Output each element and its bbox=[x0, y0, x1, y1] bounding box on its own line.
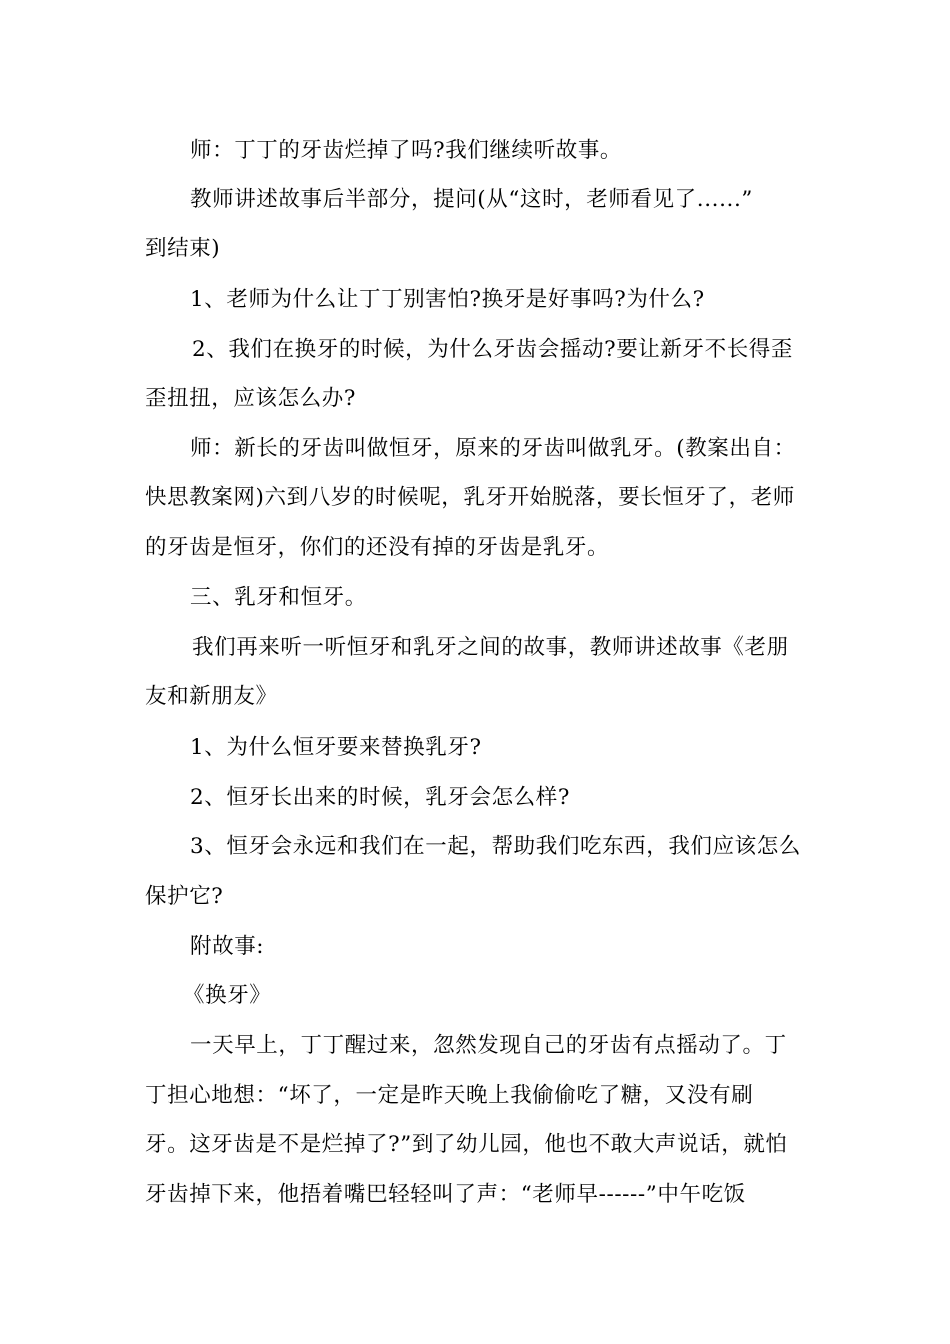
text-line: 2、恒牙长出来的时候，乳牙会怎么样? bbox=[190, 785, 571, 810]
text-line: 1、老师为什么让丁丁别害怕?换牙是好事吗?为什么? bbox=[190, 287, 705, 312]
text-line: 牙。这牙齿是不是烂掉了?”到了幼儿园，他也不敢大声说话，就怕 bbox=[145, 1132, 788, 1157]
text-line: 师：新长的牙齿叫做恒牙，原来的牙齿叫做乳牙。(教案出自： bbox=[190, 436, 796, 461]
text-line: 友和新朋友》 bbox=[145, 684, 278, 709]
story-title: 《换牙》 bbox=[183, 983, 272, 1008]
text-line: 牙齿掉下来，他捂着嘴巴轻轻叫了声：“老师早------”中午吃饭 bbox=[145, 1182, 746, 1207]
text-line: 我们再来听一听恒牙和乳牙之间的故事，教师讲述故事《老朋 bbox=[192, 635, 789, 660]
text-line: 到结束) bbox=[145, 236, 221, 261]
text-line: 歪扭扭，应该怎么办? bbox=[145, 386, 357, 411]
text-line: 教师讲述故事后半部分，提问(从“这时，老师看见了......” bbox=[190, 187, 753, 212]
text-line: 2、我们在换牙的时候，为什么牙齿会摇动?要让新牙不长得歪 bbox=[192, 337, 794, 362]
text-line: 3、恒牙会永远和我们在一起，帮助我们吃东西，我们应该怎么 bbox=[190, 834, 801, 859]
text-line: 快思教案网)六到八岁的时候呢，乳牙开始脱落，要长恒牙了，老师 bbox=[145, 485, 795, 510]
text-line: 一天早上，丁丁醒过来，忽然发现自己的牙齿有点摇动了。丁 bbox=[190, 1033, 787, 1058]
text-line: 1、为什么恒牙要来替换乳牙? bbox=[190, 735, 482, 760]
text-line: 丁担心地想：“坏了，一定是昨天晚上我偷偷吃了糖，又没有刷 bbox=[145, 1083, 754, 1108]
text-line: 附故事: bbox=[190, 934, 265, 959]
text-line: 保护它? bbox=[145, 884, 224, 909]
text-line: 师：丁丁的牙齿烂掉了吗?我们继续听故事。 bbox=[190, 138, 623, 163]
section-heading: 三、乳牙和恒牙。 bbox=[190, 585, 367, 610]
text-line: 的牙齿是恒牙，你们的还没有掉的牙齿是乳牙。 bbox=[145, 535, 610, 560]
